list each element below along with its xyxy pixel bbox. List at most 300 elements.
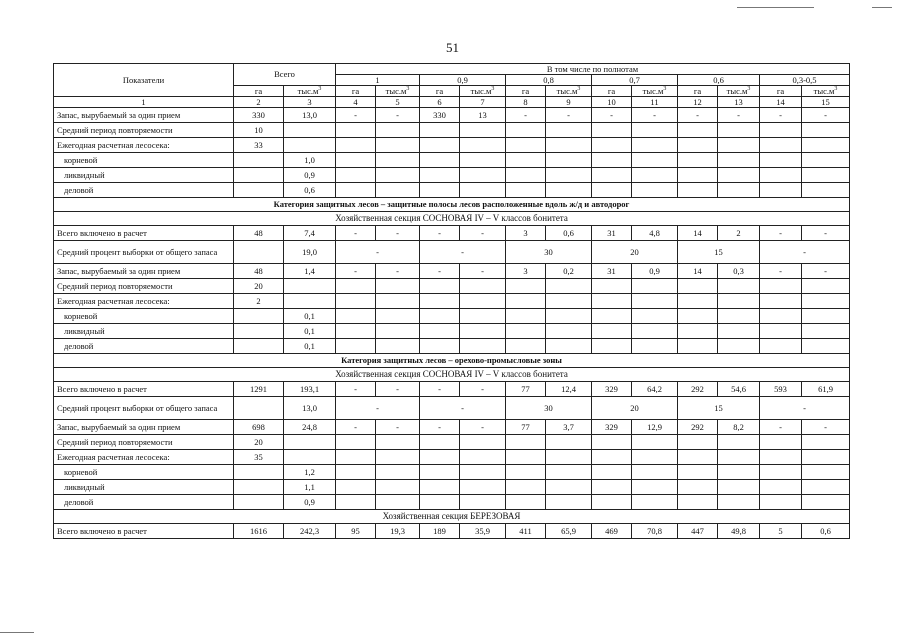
table-cell [376,168,420,183]
table-cell [678,294,718,309]
table-cell: 3 [506,226,546,241]
header-column-number: 1 [54,97,234,108]
table-cell: 329 [592,420,632,435]
table-row [54,264,850,279]
table-cell [506,450,546,465]
row-label: ликвидный [54,324,234,339]
table-cell [376,123,420,138]
table-cell [678,279,718,294]
category-row [54,354,850,368]
table-cell [376,450,420,465]
table-cell: 13,0 [284,108,336,123]
table-cell [592,294,632,309]
table-cell: - [678,108,718,123]
table-cell [802,339,850,354]
header-density: 1 [336,75,420,86]
table-cell [718,339,760,354]
table-cell: 95 [336,524,376,539]
table-cell [632,324,678,339]
scan-edge-line [0,632,34,633]
table-cell [632,480,678,495]
table-cell: - [376,226,420,241]
table-row [54,279,850,294]
table-cell [546,294,592,309]
table-cell [376,138,420,153]
table-cell [460,324,506,339]
forest-cutting-table [53,63,850,539]
table-cell: - [592,108,632,123]
table-cell: 593 [760,382,802,397]
table-cell: 70,8 [632,524,678,539]
header-column-number: 9 [546,97,592,108]
unit-volume-text: тыс.м [813,85,835,96]
table-cell: - [802,108,850,123]
table-cell [592,138,632,153]
table-cell: 24,8 [284,420,336,435]
table-cell [760,138,802,153]
header-density-group: В том числе по полнотам [336,64,850,75]
table-cell [718,138,760,153]
table-cell [678,153,718,168]
table-cell [718,450,760,465]
table-cell [376,153,420,168]
table-cell: - [336,226,376,241]
table-cell: 12,9 [632,420,678,435]
table-cell [460,123,506,138]
header-unit-ha: га [678,86,718,97]
table-row [54,397,850,420]
table-cell: 20 [592,241,678,264]
table-cell [678,183,718,198]
table-cell: 469 [592,524,632,539]
table-cell: 698 [234,420,284,435]
table-cell [546,339,592,354]
header-unit-volume [284,86,336,97]
table-cell: - [760,241,850,264]
table-cell [678,480,718,495]
table-cell: 7,4 [284,226,336,241]
table-cell [632,495,678,510]
table-cell [336,123,376,138]
table-cell [460,309,506,324]
table-cell: 4,8 [632,226,678,241]
table-cell: - [760,226,802,241]
table-cell [718,324,760,339]
row-label: Запас, вырубаемый за один прием [54,420,234,435]
header-unit-volume [632,86,678,97]
scan-edge-line [737,7,814,8]
table-cell: - [420,397,506,420]
section-title: Хозяйственная секция СОСНОВАЯ IV – V классов бонитета [54,212,850,226]
table-cell [802,153,850,168]
table-cell: - [632,108,678,123]
header-column-number: 12 [678,97,718,108]
table-cell [592,309,632,324]
table-cell [506,339,546,354]
table-cell [234,339,284,354]
table-cell [678,123,718,138]
table-cell [802,168,850,183]
table-cell: 31 [592,264,632,279]
table-cell: 411 [506,524,546,539]
table-cell: 13 [460,108,506,123]
table-cell: - [760,420,802,435]
table-cell: - [420,264,460,279]
row-label: корневой [54,309,234,324]
table-cell [506,168,546,183]
row-label: деловой [54,339,234,354]
table-cell [592,465,632,480]
table-cell [718,435,760,450]
table-cell: 1291 [234,382,284,397]
table-cell [376,183,420,198]
header-unit-ha: га [420,86,460,97]
table-cell [234,480,284,495]
table-cell [546,168,592,183]
table-cell [420,465,460,480]
table-cell: 189 [420,524,460,539]
table-cell: - [376,264,420,279]
table-cell [234,183,284,198]
table-cell: - [420,420,460,435]
table-cell [760,324,802,339]
table-cell [632,465,678,480]
table-cell [802,324,850,339]
unit-volume-text: тыс.м [470,85,492,96]
table-cell [546,153,592,168]
table-cell [802,309,850,324]
table-cell [678,309,718,324]
table-cell: 1,4 [284,264,336,279]
table-cell [632,294,678,309]
table-cell: - [420,382,460,397]
table-cell: 3,7 [546,420,592,435]
table-row [54,480,850,495]
unit-volume-sup: 3 [491,85,495,92]
table-row [54,524,850,539]
row-label: деловой [54,495,234,510]
table-cell [760,465,802,480]
table-cell: 54,6 [718,382,760,397]
column-number-row [54,97,850,108]
table-cell [632,183,678,198]
table-cell: - [376,382,420,397]
header-unit-ha: га [592,86,632,97]
table-body [54,108,850,539]
table-cell [760,294,802,309]
row-label: ликвидный [54,480,234,495]
table-cell [760,153,802,168]
table-cell [678,168,718,183]
table-cell: - [336,382,376,397]
table-row [54,183,850,198]
table-cell [678,138,718,153]
table-cell: - [802,420,850,435]
scan-edge-line [872,7,892,8]
table-cell [460,153,506,168]
table-cell: - [376,420,420,435]
header-column-number: 6 [420,97,460,108]
header-column-number: 8 [506,97,546,108]
row-label: Ежегодная расчетная лесосека: [54,138,234,153]
table-cell: 3 [506,264,546,279]
header-column-number: 13 [718,97,760,108]
table-cell [336,480,376,495]
category-row [54,198,850,212]
table-cell: 330 [234,108,284,123]
table-cell [336,450,376,465]
table-cell: 1,0 [284,153,336,168]
table-cell: 12,4 [546,382,592,397]
header-column-number: 10 [592,97,632,108]
header-unit-ha: га [760,86,802,97]
table-cell: 0,9 [284,168,336,183]
table-cell: 20 [234,435,284,450]
table-cell: 15 [678,241,760,264]
table-cell [546,309,592,324]
row-label: корневой [54,465,234,480]
table-cell [284,435,336,450]
section-row [54,212,850,226]
table-cell: 13,0 [284,397,336,420]
header-unit-ha: га [336,86,376,97]
table-cell [760,168,802,183]
table-cell [420,450,460,465]
table-cell: - [336,108,376,123]
table-cell [460,450,506,465]
row-label: Средний период повторяемости [54,123,234,138]
table-cell [760,450,802,465]
table-row [54,138,850,153]
table-cell: - [718,108,760,123]
row-label: Запас, вырубаемый за один прием [54,108,234,123]
row-label: корневой [54,153,234,168]
table-cell [376,279,420,294]
table-cell [592,324,632,339]
table-cell [592,450,632,465]
table-cell [234,324,284,339]
table-cell: - [336,420,376,435]
table-cell [460,138,506,153]
unit-volume-text: тыс.м [556,85,578,96]
table-cell: - [460,264,506,279]
table-cell [284,123,336,138]
table-cell [284,450,336,465]
table-cell: 30 [506,397,592,420]
table-cell [678,339,718,354]
table-row [54,435,850,450]
table-cell [632,309,678,324]
table-cell [802,294,850,309]
unit-volume-text: тыс.м [297,85,319,96]
table-row [54,241,850,264]
table-cell [336,168,376,183]
table-cell [506,324,546,339]
table-cell [760,183,802,198]
table-cell [592,183,632,198]
table-cell [336,279,376,294]
table-cell: 14 [678,226,718,241]
row-label: Запас, вырубаемый за один прием [54,264,234,279]
table-cell [336,183,376,198]
category-title: Категория защитных лесов – защитные полосы лесов расположенные вдоль ж/д и автодорог [54,198,850,212]
table-cell: 1616 [234,524,284,539]
table-cell [460,465,506,480]
table-cell [592,168,632,183]
table-cell [592,435,632,450]
table-cell [460,183,506,198]
table-cell: 35,9 [460,524,506,539]
table-cell: 242,3 [284,524,336,539]
table-cell [376,339,420,354]
table-cell [506,123,546,138]
table-cell [284,294,336,309]
page-number: 51 [446,40,459,55]
table-cell [546,495,592,510]
table-cell: 0,9 [632,264,678,279]
table-cell [234,153,284,168]
table-cell [802,465,850,480]
table-cell: 19,0 [284,241,336,264]
table-cell [336,153,376,168]
unit-volume-text: тыс.м [726,85,748,96]
table-cell [336,465,376,480]
table-cell: 1,1 [284,480,336,495]
table-cell [632,279,678,294]
table-cell [546,480,592,495]
header-indicator: Показатели [54,64,234,97]
table-cell: 329 [592,382,632,397]
unit-volume-sup: 3 [406,85,410,92]
table-cell [420,279,460,294]
table-cell [336,495,376,510]
header-column-number: 15 [802,97,850,108]
table-row [54,465,850,480]
unit-volume-text: тыс.м [385,85,407,96]
table-cell: 0,9 [284,495,336,510]
table-cell: 1,2 [284,465,336,480]
table-cell: 193,1 [284,382,336,397]
table-cell [718,279,760,294]
table-cell [460,294,506,309]
section-row [54,510,850,524]
row-label: ликвидный [54,168,234,183]
table-cell [376,324,420,339]
table-cell [376,465,420,480]
table-cell [718,480,760,495]
table-cell: 330 [420,108,460,123]
table-cell [336,138,376,153]
table-cell: 0,1 [284,309,336,324]
table-cell [234,495,284,510]
table-cell: 14 [678,264,718,279]
table-cell [546,435,592,450]
header-unit-volume [376,86,420,97]
header-density: 0,8 [506,75,592,86]
unit-volume-sup: 3 [747,85,751,92]
table-cell: 35 [234,450,284,465]
table-cell [632,435,678,450]
header-density: 0,7 [592,75,678,86]
table-cell [760,123,802,138]
table-cell [376,294,420,309]
table-cell [234,309,284,324]
table-cell: - [336,264,376,279]
table-cell [284,279,336,294]
table-cell: 77 [506,420,546,435]
table-cell [718,465,760,480]
header-column-number: 7 [460,97,506,108]
header-unit-volume [718,86,760,97]
table-cell [802,138,850,153]
table-row [54,420,850,435]
table-cell [336,324,376,339]
table-cell [506,279,546,294]
table-cell [420,168,460,183]
table-cell [718,495,760,510]
table-cell [506,153,546,168]
table-row [54,294,850,309]
table-cell [336,309,376,324]
table-cell [234,241,284,264]
row-label: Всего включено в расчет [54,226,234,241]
header-unit-volume [546,86,592,97]
table-cell [802,480,850,495]
table-cell [592,339,632,354]
header-unit-ha: га [234,86,284,97]
table-cell [376,309,420,324]
header-unit-volume [460,86,506,97]
table-cell: - [460,420,506,435]
table-cell [718,183,760,198]
table-cell [592,495,632,510]
table-cell [460,168,506,183]
table-cell [678,465,718,480]
table-cell [420,339,460,354]
table-cell [420,294,460,309]
table-cell [802,279,850,294]
table-cell [632,339,678,354]
table-cell [546,324,592,339]
table-cell: - [336,397,420,420]
table-cell: 0,1 [284,339,336,354]
table-cell: - [546,108,592,123]
table-cell [460,339,506,354]
table-cell [284,138,336,153]
table-cell [506,294,546,309]
table-cell: 20 [592,397,678,420]
table-cell [632,450,678,465]
table-cell: - [420,241,506,264]
table-cell [632,138,678,153]
table-cell [420,138,460,153]
table-cell [760,495,802,510]
table-cell [718,123,760,138]
header-column-number: 5 [376,97,420,108]
table-cell [592,153,632,168]
table-cell: 447 [678,524,718,539]
table-cell [506,480,546,495]
table-cell [802,183,850,198]
header-density: 0,3-0,5 [760,75,850,86]
table-cell [420,495,460,510]
table-cell: 0,1 [284,324,336,339]
table-cell [546,450,592,465]
table-cell [760,435,802,450]
table-cell [460,495,506,510]
table-cell [336,294,376,309]
table-cell [678,324,718,339]
